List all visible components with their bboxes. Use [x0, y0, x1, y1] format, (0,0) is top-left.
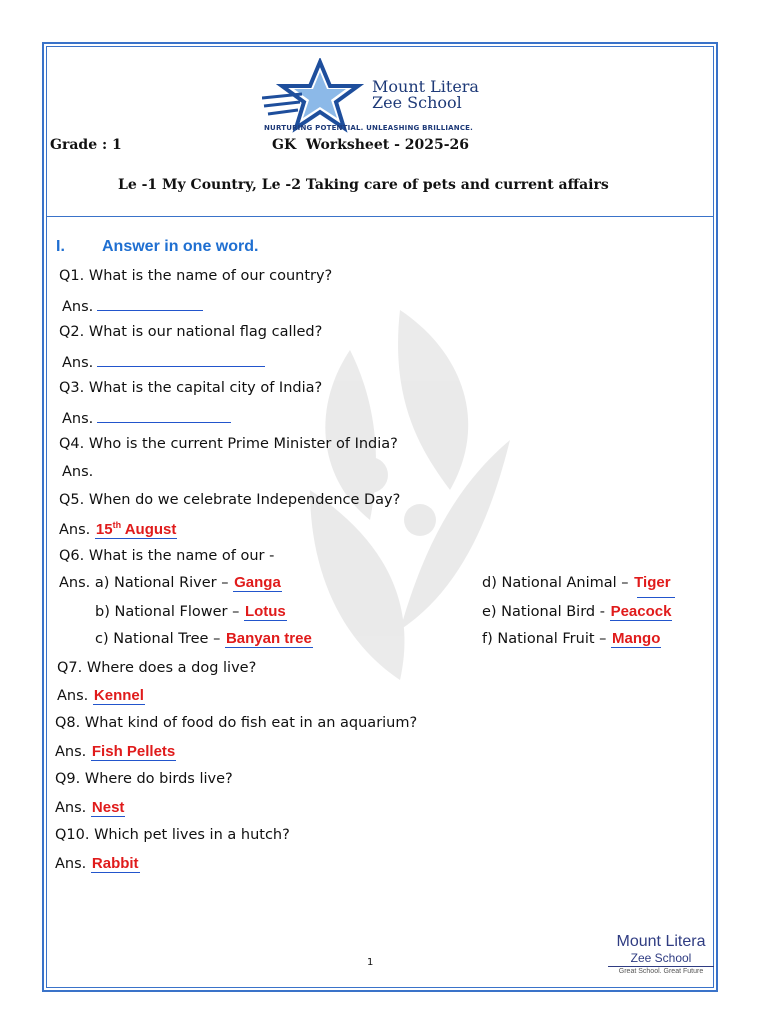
- answer-7-value: Kennel: [93, 687, 144, 704]
- national-animal-label: d) National Animal –: [482, 575, 629, 591]
- national-tree-value: Banyan tree: [225, 630, 312, 647]
- national-tree-label: c) National Tree –: [95, 631, 221, 647]
- footer-logo-sub: Zee School: [608, 951, 714, 967]
- ans-label: Ans.: [62, 299, 94, 315]
- section-number: I.: [56, 238, 65, 255]
- question-6: Q6. What is the name of our -: [59, 548, 275, 564]
- section-heading: [56, 238, 258, 256]
- answer-10-row: [55, 855, 140, 872]
- answer-5-month: August: [124, 521, 177, 538]
- answer-4-row: [62, 464, 93, 480]
- grade-label: Grade : 1: [50, 137, 122, 153]
- answer-10-value: Rabbit: [91, 855, 139, 872]
- school-tagline: NURTURING POTENTIAL. UNLEASHING BRILLIANCE.: [264, 124, 474, 132]
- question-10: Q10. Which pet lives in a hutch?: [55, 827, 290, 843]
- national-bird-row: [482, 603, 672, 620]
- header-divider: [46, 216, 714, 217]
- answer-1-blank[interactable]: [97, 296, 203, 311]
- national-bird-label: e) National Bird -: [482, 604, 605, 620]
- question-1: Q1. What is the name of our country?: [59, 268, 333, 284]
- question-7: Q7. Where does a dog live?: [57, 660, 257, 676]
- national-river-label: Ans. a) National River –: [59, 575, 229, 591]
- ans-label: Ans.: [59, 522, 91, 538]
- national-flower-label: b) National Flower –: [95, 604, 240, 620]
- ans-label: Ans.: [55, 744, 87, 760]
- ans-label: Ans.: [55, 800, 87, 816]
- footer-logo-name: Mount Litera: [616, 933, 706, 950]
- answer-8-value: Fish Pellets: [91, 743, 176, 760]
- national-animal-row: [482, 574, 672, 591]
- ans-label: Ans.: [62, 464, 94, 480]
- question-8: Q8. What kind of food do fish eat in an aquarium?: [55, 715, 418, 731]
- question-4: Q4. Who is the current Prime Minister of India?: [59, 436, 398, 452]
- answer-5-suffix: th: [112, 520, 122, 530]
- national-tree-row: [95, 630, 313, 647]
- ans-label: Ans.: [55, 856, 87, 872]
- page-number: 1: [367, 957, 374, 968]
- answer-3-blank[interactable]: [97, 408, 231, 423]
- ans-label: Ans.: [62, 355, 94, 371]
- national-fruit-value: Mango: [612, 630, 661, 647]
- answer-1-row: [62, 296, 203, 315]
- answer-5-day: 15: [95, 521, 113, 538]
- answer-2-blank[interactable]: [97, 352, 265, 367]
- ans-label: Ans.: [57, 688, 89, 704]
- national-river-row: [59, 574, 282, 591]
- national-animal-underline: [637, 597, 675, 598]
- question-3: Q3. What is the capital city of India?: [59, 380, 323, 396]
- question-2: Q2. What is our national flag called?: [59, 324, 323, 340]
- national-fruit-row: [482, 630, 661, 647]
- national-flower-value: Lotus: [244, 603, 286, 620]
- section-title: Answer in one word.: [102, 238, 259, 255]
- ans-label: Ans.: [62, 411, 94, 427]
- question-9: Q9. Where do birds live?: [55, 771, 233, 787]
- question-5: Q5. When do we celebrate Independence Day?: [59, 492, 401, 508]
- answer-9-value: Nest: [91, 799, 125, 816]
- national-animal-value: Tiger: [634, 574, 671, 591]
- footer-logo-tagline: Great School. Great Future: [618, 968, 704, 975]
- answer-9-row: [55, 799, 125, 816]
- national-river-value: Ganga: [234, 574, 281, 591]
- worksheet-title: GK Worksheet - 2025-26: [272, 137, 470, 153]
- answer-7-row: [57, 687, 145, 704]
- answer-2-row: [62, 352, 265, 371]
- answer-8-row: [55, 743, 176, 760]
- footer-school-logo: [608, 933, 714, 975]
- lessons-heading: Le -1 My Country, Le -2 Taking care of pets and current affairs: [118, 177, 609, 193]
- answer-5-value: [95, 521, 177, 539]
- national-bird-value: Peacock: [610, 603, 672, 620]
- national-fruit-label: f) National Fruit –: [482, 631, 607, 647]
- school-logo-name: Mount Litera Zee School: [372, 77, 479, 112]
- national-flower-row: [95, 603, 287, 620]
- answer-5-row: [59, 520, 177, 538]
- answer-3-row: [62, 408, 231, 427]
